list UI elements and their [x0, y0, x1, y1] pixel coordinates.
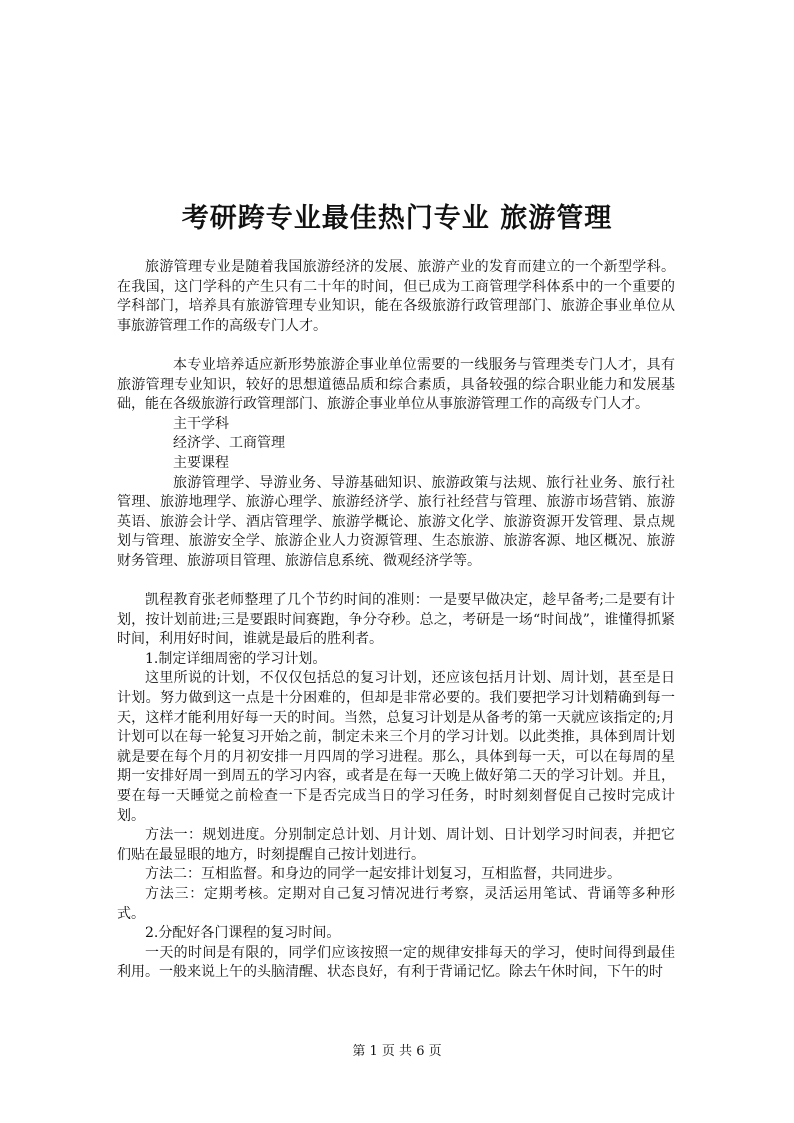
body-paragraph: 1.制定详细周密的学习计划。: [145, 650, 327, 667]
body-paragraph: 旅游管理专业是随着我国旅游经济的发展、旅游产业的发育而建立的一个新型学科。在我国，这门学科的产生只有二十年的时间，但已成为工商管理学科体系中的一个重要的学科部门，培养具有旅游管理专业知识，能在各级旅游行政管理部门、旅游企事业单位从事旅游管理工作的高级专门人才。: [117, 259, 675, 334]
body-paragraph: 2.分配好各门课程的复习时间。: [145, 925, 341, 942]
body-paragraph: 旅游管理学、导游业务、导游基础知识、旅游政策与法规、旅行社业务、旅行社管理、旅游地理学、旅游心理学、旅游经济学、旅行社经营与管理、旅游市场营销、旅游英语、旅游会计学、酒店管理学、旅游学概论、旅游文化学、旅游资源开发管理、景点规划与管理、旅游安全学、旅游企业人力资源管理、生态旅游、旅游客源、地区概况、旅游财务管理、旅游项目管理、旅游信息系统、微观经济学等。: [117, 474, 675, 569]
body-paragraph: 主要课程: [173, 454, 229, 471]
body-paragraph: 主干学科: [173, 415, 229, 432]
page-number-footer: 第 1 页 共 6 页: [352, 1044, 442, 1059]
body-paragraph: 凯程教育张老师整理了几个节约时间的准则：一是要早做决定，趁早备考;二是要有计划，按计划前进;三是要跟时间赛跑，争分夺秒。总之，考研是一场“时间战”，谁懂得抓紧时间，利用好时间，谁就是最后的胜利者。: [117, 592, 675, 648]
body-paragraph: 方法一：规划进度。分别制定总计划、月计划、周计划、日计划学习时间表，并把它们贴在最显眼的地方，时刻提醒自己按计划进行。: [117, 827, 675, 863]
body-paragraph: 这里所说的计划，不仅仅包括总的复习计划，还应该包括月计划、周计划，甚至是日计划。努力做到这一点是十分困难的，但却是非常必要的。我们要把学习计划精确到每一天，这样才能利用好每一天的时间。当然，总复习计划是从备考的第一天就应该指定的;月计划可以在每一轮复习开始之前，制定未来三个月的学习计划。以此类推，具体到周计划就是要在每个月的月初安排一月四周的学习进程。那么，具体到每一天，可以在每周的星期一安排好周一到周五的学习内容，或者是在每一天晚上做好第二天的学习计划。并且，要在每一天睡觉之前检查一下是否完成当日的学习任务，时时刻刻督促自己按时完成计划。: [117, 670, 675, 824]
body-paragraph: 方法二：互相监督。和身边的同学一起安排计划复习，互相监督，共同进步。: [145, 866, 621, 883]
document-body: [117, 258, 675, 983]
body-paragraph: 本专业培养适应新形势旅游企事业单位需要的一线服务与管理类专门人才，具有旅游管理专业知识，较好的思想道德品质和综合素质，具备较强的综合职业能力和发展基础，能在各级旅游行政管理部门、旅游企事业单位从事旅游管理工作的高级专门人才。: [117, 356, 675, 413]
document-title: 考研跨专业最佳热门专业 旅游管理: [181, 203, 613, 234]
body-paragraph: 一天的时间是有限的，同学们应该按照一定的规律安排每天的学习，使时间得到最佳利用。一般来说上午的头脑清醒、状态良好，有利于背诵记忆。除去午休时间，下午的时: [117, 944, 675, 981]
body-paragraph: 方法三：定期考核。定期对自己复习情况进行考察，灵活运用笔试、背诵等多种形式。: [117, 886, 675, 922]
body-paragraph: 经济学、工商管理: [173, 435, 285, 452]
